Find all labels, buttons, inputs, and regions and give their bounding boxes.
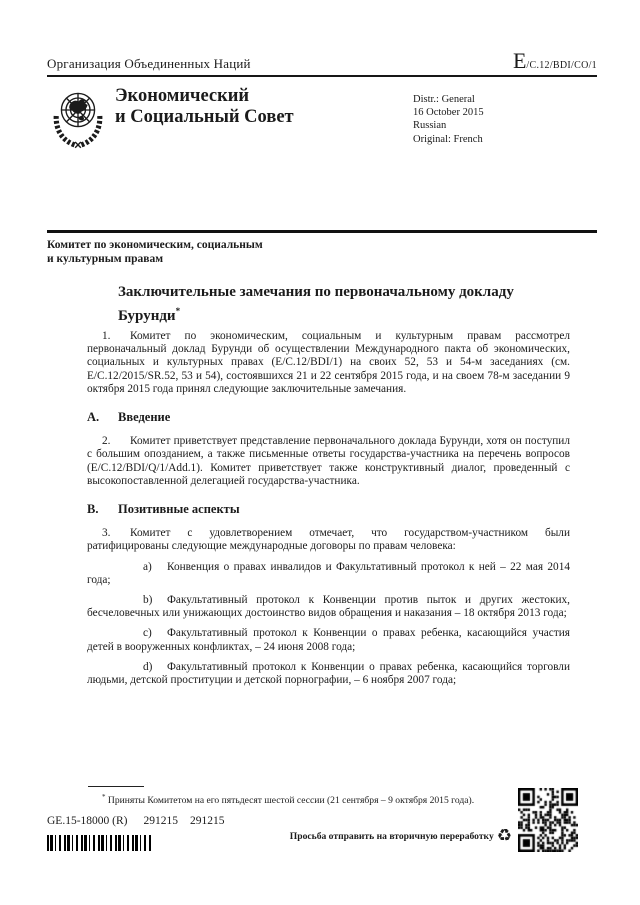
document-body	[87, 330, 570, 694]
section-b-letter: B.	[87, 502, 99, 517]
doc-symbol-number: /C.12/BDI/CO/1	[526, 60, 597, 71]
footnote	[87, 792, 542, 807]
paragraph-2	[87, 435, 570, 488]
paragraph-1	[87, 330, 570, 396]
list-item-c-letter: c)	[143, 627, 152, 640]
org-name: Организация Объединенных Наций	[47, 56, 251, 71]
ge-code: GE.15-18000 (R)	[47, 815, 128, 827]
distr-language: Russian	[413, 120, 447, 132]
footer-number-1: 291215	[143, 815, 178, 827]
footnote-rule	[88, 786, 144, 787]
list-item-d	[87, 661, 570, 687]
footnote-text: Приняты Комитетом на его пятьдесят шестой сессии (21 сентября – 9 октября 2015 года).	[107, 795, 475, 807]
section-heading-b	[87, 503, 570, 516]
list-item-b-letter: b)	[143, 594, 153, 607]
footer-job-line	[47, 815, 225, 827]
list-item-a-text: Конвенция о правах инвалидов и Факультативный протокол к ней – 22 мая 2014 года;	[87, 560, 570, 586]
footer-number-2: 291215	[190, 815, 225, 827]
document-title-line1: Заключительные замечания по первоначальному докладу	[118, 284, 514, 300]
doc-symbol-letter: E	[512, 48, 527, 73]
list-item-b-text: Факультативный протокол к Конвенции против пыток и других жестоких, бесчеловечных или унижающих достоинство видов обращения и наказания – 18 октября 2013 года;	[87, 594, 570, 620]
distr-date: 16 October 2015	[413, 107, 484, 119]
committee-name-line2: и культурным правам	[47, 253, 164, 265]
paragraph-2-text: Комитет приветствует представление первоначального доклада Бурунди, хотя он поступил с большим опозданием, а также письменные ответы государства-участника на перечень вопросов (E/C.12/BDI/Q/1/Add.1). Комитет приветствует также конструктивный диалог, проведенный с высокопоставленной делегацией государства-участника.	[87, 435, 570, 487]
recycle-notice	[290, 828, 512, 845]
document-title	[118, 283, 570, 325]
distr-original: Original: French	[413, 133, 483, 145]
list-item-c	[87, 627, 570, 653]
qr-code	[518, 788, 578, 852]
paragraph-1-text: Комитет по экономическим, социальным и культурным правам рассмотрел первоначальный доклад Бурунди об осуществлении Международного пакта об экономических, социальных и культурных правах (E/C.12/BDI/1) на своих 52, 53 и 54-м заседаниях (см. E/C.12/2015/SR.52, 53 и 54), состоявшихся 21 и 22 сентября 2015 года, и на своем 78-м заседании 9 октября 2015 года принял следующие заключительные замечания.	[87, 330, 570, 395]
committee-name	[47, 238, 263, 266]
list-item-b	[87, 594, 570, 620]
barcode	[47, 835, 151, 851]
paragraph-1-number: 1.	[102, 330, 111, 342]
section-heading-a	[87, 411, 570, 424]
un-emblem-icon	[49, 86, 107, 155]
title-footnote-marker: *	[175, 305, 181, 316]
paragraph-3-number: 3.	[102, 527, 111, 540]
header-divider	[47, 75, 597, 77]
list-item-a	[87, 561, 570, 587]
council-title-line2: и Социальный Совет	[115, 107, 294, 127]
list-item-c-text: Факультативный протокол к Конвенции о правах ребенка, касающийся участия детей в вооруженных конфликтах, – 24 июня 2008 года;	[87, 627, 570, 653]
paragraph-3	[87, 527, 570, 553]
footnote-marker: *	[102, 793, 106, 801]
recycle-text: Просьба отправить на вторичную переработку	[289, 831, 494, 842]
paragraph-3-text: Комитет с удовлетворением отмечает, что государством-участником были ратифицированы следующие международные договоры по правам человека:	[87, 527, 570, 553]
section-divider	[47, 230, 597, 233]
recycle-icon: ♻	[496, 826, 512, 846]
paragraph-2-number: 2.	[102, 435, 111, 448]
section-a-title: Введение	[118, 410, 171, 425]
list-item-a-letter: a)	[143, 560, 152, 573]
document-title-line2: Бурунди*	[118, 305, 181, 324]
distribution-block	[413, 93, 484, 146]
doc-symbol	[513, 48, 597, 74]
list-item-d-letter: d)	[143, 660, 153, 673]
distr-type: Distr.: General	[413, 94, 475, 105]
council-title-line1: Экономический	[115, 86, 250, 106]
section-b-title: Позитивные аспекты	[118, 502, 240, 517]
section-a-letter: A.	[87, 410, 100, 425]
list-item-d-text: Факультативный протокол к Конвенции о правах ребенка, касающийся торговли людьми, детской проституции и детской порнографии, – 6 ноября 2007 года;	[87, 660, 570, 687]
council-title	[115, 86, 294, 128]
committee-name-line1: Комитет по экономическим, социальным	[47, 239, 263, 251]
